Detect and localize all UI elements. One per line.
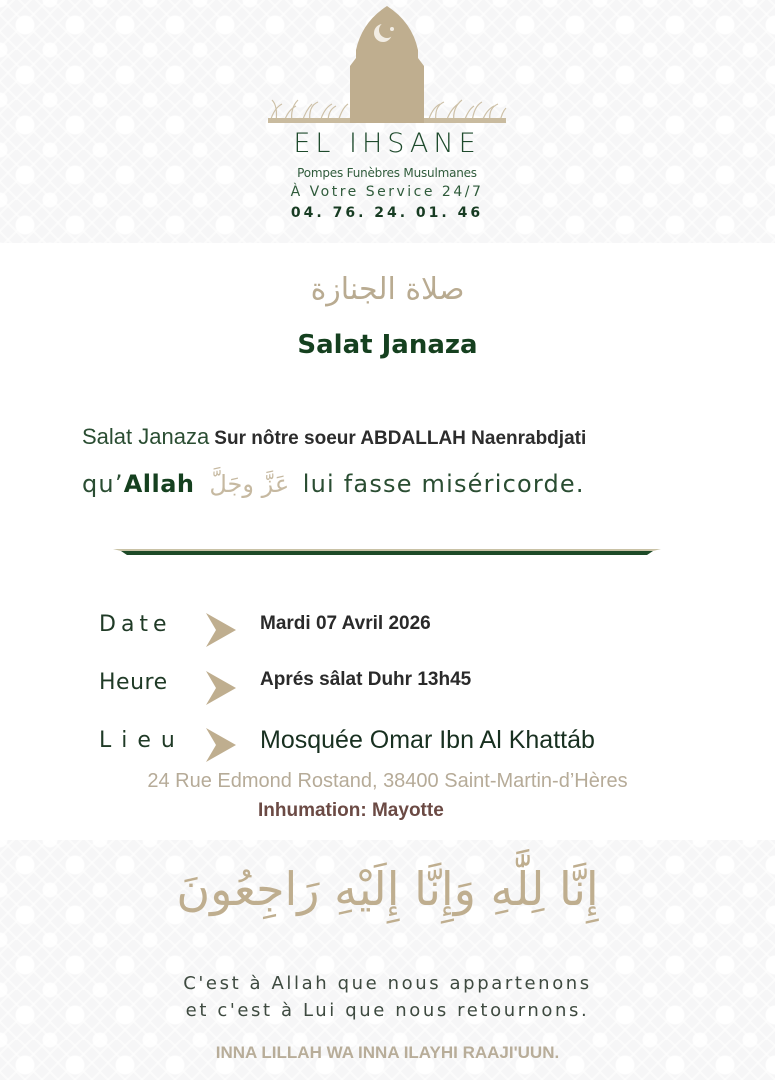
prayer-arabic: عَزَّ وجَلَّ	[209, 470, 290, 498]
title-arabic: صلاة الجنازة	[310, 272, 465, 307]
mihrab-crescent-star-icon	[262, 0, 512, 128]
place-value: Mosquée Omar Ibn Al Khattáb	[260, 726, 595, 754]
deceased-name: Sur nôtre soeur ABDALLAH Naenrabdjati	[214, 428, 587, 449]
chevron-right-icon	[204, 726, 238, 764]
section-divider	[113, 548, 661, 556]
prayer-allah: Allah	[123, 470, 195, 498]
service-hours: À Votre Service 24/7	[290, 184, 484, 200]
closing-french-line-1: C'est à Allah que nous appartenons	[183, 973, 592, 994]
chevron-right-icon	[204, 611, 238, 649]
date-label: Date	[99, 612, 172, 637]
announcement-lead: Salat Janaza	[82, 424, 210, 449]
address-text: 24 Rue Edmond Rostand, 38400 Saint-Martin-d’Hères	[147, 770, 628, 792]
address	[0, 770, 775, 793]
company-subtitle: Pompes Funèbres Musulmanes	[297, 166, 477, 180]
closing-french-line-2: et c'est à Lui que nous retournons.	[185, 1000, 590, 1021]
announcement-line	[82, 424, 586, 450]
phone-number[interactable]: 04. 76. 24. 01. 46	[290, 205, 484, 221]
company-logo	[262, 0, 512, 232]
page-title: Salat Janaza	[297, 330, 478, 360]
closing-transliteration: INNA LILLAH WA INNA ILAYHI RAAJI'UUN.	[215, 1043, 560, 1062]
time-label: Heure	[99, 670, 168, 695]
place-label: Lieu	[99, 728, 185, 753]
closing-verse-arabic: إِنَّا لِلَّٰهِ وَإِنَّا إِلَيْهِ رَاجِعُونَ	[176, 862, 599, 916]
closing-verse-french	[0, 970, 775, 1024]
chevron-right-icon	[204, 669, 238, 707]
time-value: Aprés sâlat Duhr 13h45	[260, 669, 472, 690]
inhumation-location: Inhumation: Mayotte	[258, 800, 444, 821]
date-value: Mardi 07 Avril 2026	[260, 613, 431, 634]
prayer-line	[82, 470, 585, 498]
company-name: EL IHSANE	[293, 128, 481, 159]
prayer-suffix: lui fasse miséricorde.	[302, 470, 585, 498]
prayer-prefix: qu’	[82, 470, 124, 498]
